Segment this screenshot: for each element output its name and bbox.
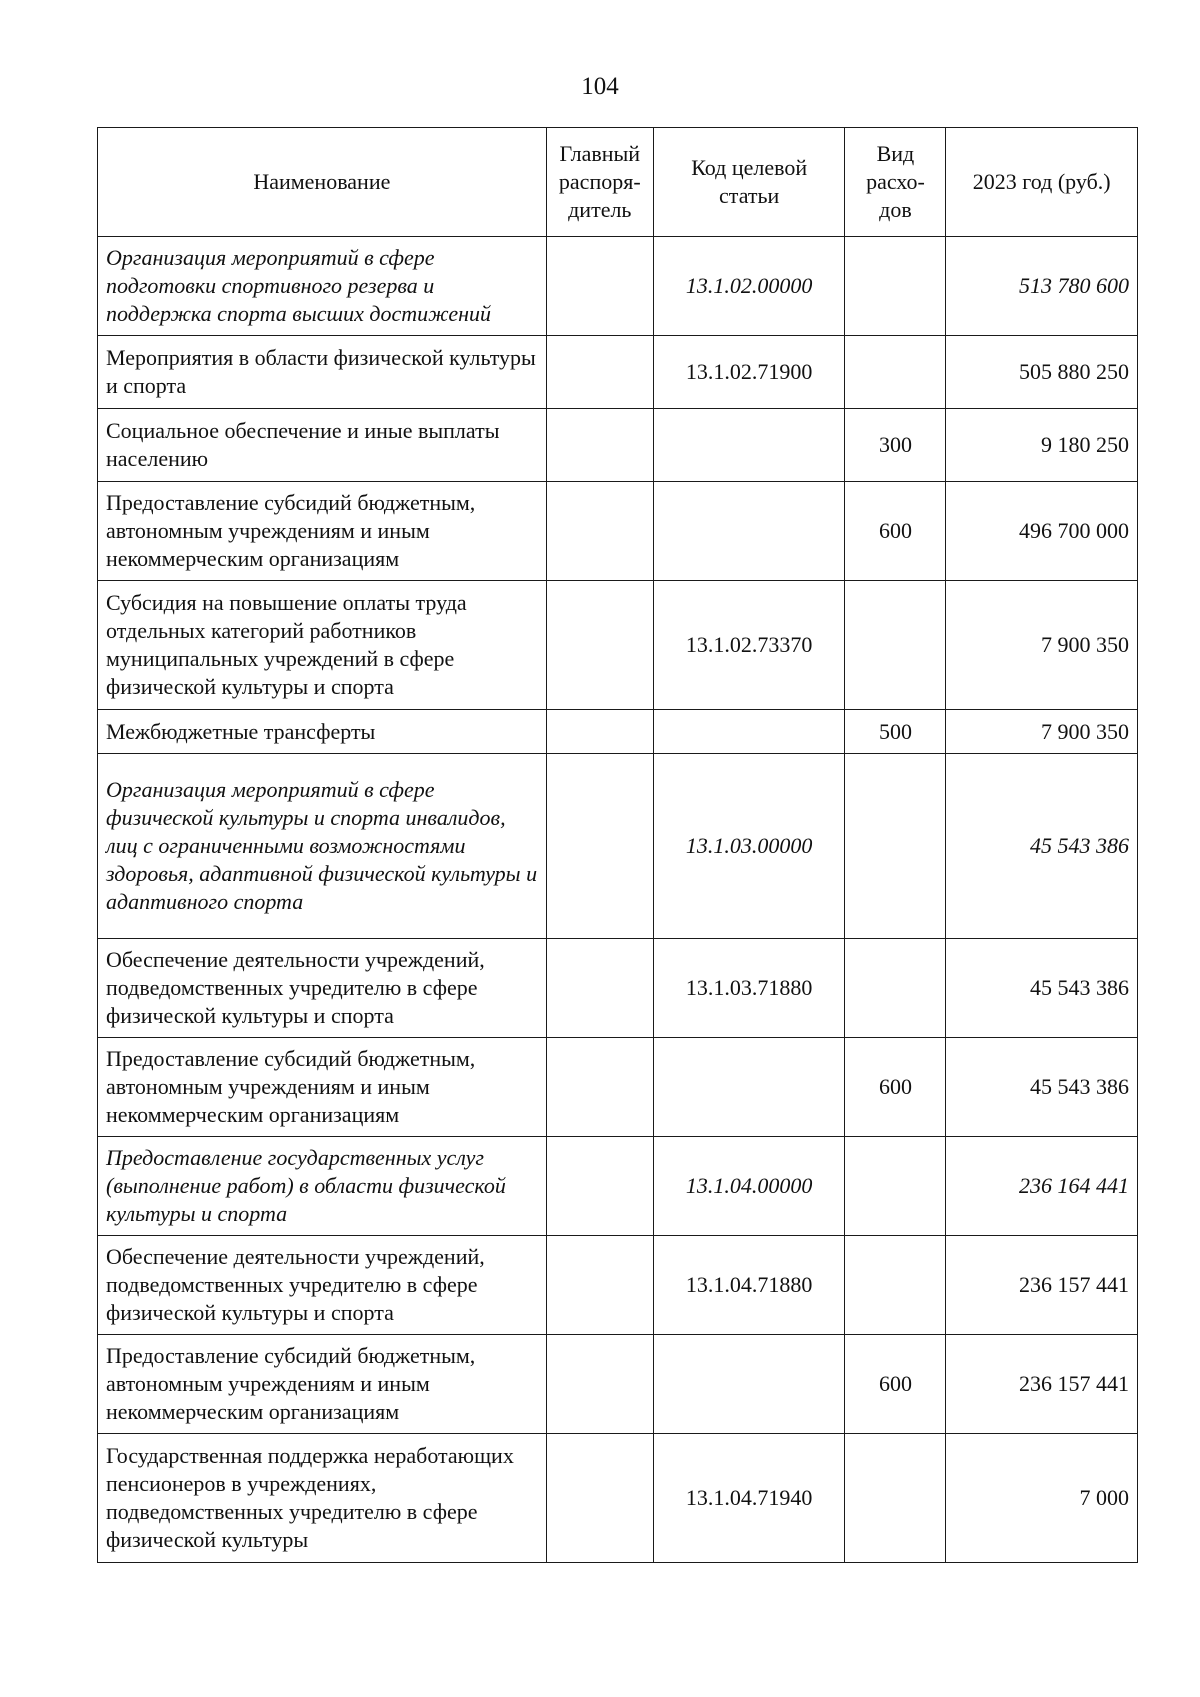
table-row (98, 1236, 1138, 1335)
row-manager (546, 237, 653, 336)
table-body (98, 237, 1138, 1563)
row-name: Обеспечение деятельности учреждений, подведомственных учредителю в сфере физической культуры и спорта (98, 1236, 547, 1335)
row-code: 13.1.03.71880 (653, 939, 845, 1038)
row-manager (546, 581, 653, 710)
row-code (653, 710, 845, 754)
row-type (845, 237, 946, 336)
row-type (845, 1434, 946, 1563)
row-type (845, 754, 946, 939)
row-type: 600 (845, 1038, 946, 1137)
row-code: 13.1.02.00000 (653, 237, 845, 336)
row-code: 13.1.02.71900 (653, 336, 845, 409)
row-manager (546, 1236, 653, 1335)
row-name: Государственная поддержка неработающих пенсионеров в учреждениях, подведомственных учредителю в сфере физической культуры (98, 1434, 547, 1563)
row-name: Межбюджетные трансферты (98, 710, 547, 754)
row-amount: 513 780 600 (946, 237, 1138, 336)
table-row (98, 482, 1138, 581)
row-amount: 496 700 000 (946, 482, 1138, 581)
row-amount: 45 543 386 (946, 939, 1138, 1038)
row-amount: 505 880 250 (946, 336, 1138, 409)
row-amount: 236 157 441 (946, 1236, 1138, 1335)
row-type: 300 (845, 409, 946, 482)
row-manager (546, 409, 653, 482)
row-amount: 9 180 250 (946, 409, 1138, 482)
row-manager (546, 754, 653, 939)
row-manager (546, 336, 653, 409)
row-name: Предоставление государственных услуг (выполнение работ) в области физической культуры и спорта (98, 1137, 547, 1236)
row-manager (546, 1434, 653, 1563)
row-code: 13.1.03.00000 (653, 754, 845, 939)
row-type: 600 (845, 482, 946, 581)
table-row (98, 237, 1138, 336)
table-row (98, 336, 1138, 409)
row-type: 500 (845, 710, 946, 754)
row-name: Социальное обеспечение и иные выплаты населению (98, 409, 547, 482)
row-type (845, 1137, 946, 1236)
row-manager (546, 1335, 653, 1434)
row-type (845, 1236, 946, 1335)
row-name: Субсидия на повышение оплаты труда отдельных категорий работников муниципальных учреждений в сфере физической культуры и спорта (98, 581, 547, 710)
row-code (653, 1335, 845, 1434)
row-amount: 7 000 (946, 1434, 1138, 1563)
column-header-type: Вид расхо-дов (845, 128, 946, 237)
table-row (98, 581, 1138, 710)
row-amount: 236 164 441 (946, 1137, 1138, 1236)
column-header-name: Наименование (98, 128, 547, 237)
row-code (653, 1038, 845, 1137)
table-row (98, 939, 1138, 1038)
row-manager (546, 1137, 653, 1236)
page-number: 104 (581, 73, 619, 100)
row-code: 13.1.02.73370 (653, 581, 845, 710)
table-row (98, 1038, 1138, 1137)
table-row (98, 1335, 1138, 1434)
row-amount: 7 900 350 (946, 710, 1138, 754)
row-code: 13.1.04.71880 (653, 1236, 845, 1335)
table-row (98, 409, 1138, 482)
row-amount: 45 543 386 (946, 754, 1138, 939)
table-row (98, 754, 1138, 939)
row-amount: 7 900 350 (946, 581, 1138, 710)
row-name: Мероприятия в области физической культуры и спорта (98, 336, 547, 409)
row-type (845, 336, 946, 409)
row-amount: 45 543 386 (946, 1038, 1138, 1137)
row-name: Предоставление субсидий бюджетным, автономным учреждениям и иным некоммерческим организациям (98, 482, 547, 581)
row-manager (546, 939, 653, 1038)
row-name: Организация мероприятий в сфере подготовки спортивного резерва и поддержка спорта высших достижений (98, 237, 547, 336)
row-name: Предоставление субсидий бюджетным, автономным учреждениям и иным некоммерческим организациям (98, 1335, 547, 1434)
row-code (653, 482, 845, 581)
row-code: 13.1.04.71940 (653, 1434, 845, 1563)
table-row (98, 710, 1138, 754)
table-row (98, 1137, 1138, 1236)
row-code (653, 409, 845, 482)
table-row (98, 1434, 1138, 1563)
column-header-amount: 2023 год (руб.) (946, 128, 1138, 237)
row-type: 600 (845, 1335, 946, 1434)
row-name: Предоставление субсидий бюджетным, автономным учреждениям и иным некоммерческим организациям (98, 1038, 547, 1137)
row-name: Организация мероприятий в сфере физической культуры и спорта инвалидов, лиц с ограниченными возможностями здоровья, адаптивной физической культуры и адаптивного спорта (98, 754, 547, 939)
row-manager (546, 482, 653, 581)
column-header-manager: Главный распоря-дитель (546, 128, 653, 237)
row-type (845, 581, 946, 710)
table-header-row (98, 128, 1138, 237)
row-manager (546, 1038, 653, 1137)
row-name: Обеспечение деятельности учреждений, подведомственных учредителю в сфере физической культуры и спорта (98, 939, 547, 1038)
row-amount: 236 157 441 (946, 1335, 1138, 1434)
row-type (845, 939, 946, 1038)
row-manager (546, 710, 653, 754)
row-code: 13.1.04.00000 (653, 1137, 845, 1236)
column-header-code: Код целевой статьи (653, 128, 845, 237)
budget-table (97, 127, 1138, 1563)
